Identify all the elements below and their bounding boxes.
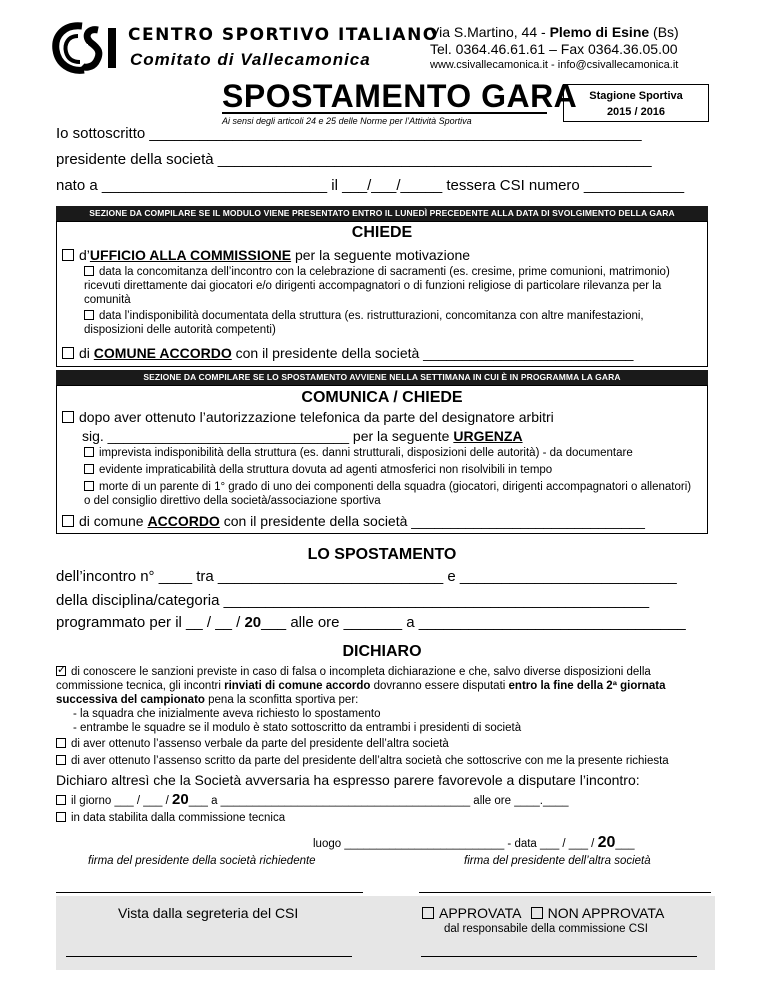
commission-signature-line[interactable]	[421, 956, 697, 957]
section2-opt-urgenza[interactable]: sig. _______________________________ per la seguente URGENZA	[82, 428, 523, 444]
dichiaro-item3[interactable]: di aver ottenuto l’assenso scritto da parte del presidente dell’altra società che sottoscrive con me la presente richiesta	[56, 754, 669, 768]
org-web: www.csivallecamonica.it - info@csivallecamonica.it	[430, 59, 679, 71]
title-underline	[222, 112, 547, 114]
office-label: Vista dalla segreteria del CSI	[118, 905, 299, 921]
field-scheduled[interactable]: programmato per il __ / __ / 20___ alle ore _______ a ________________________________	[56, 614, 686, 631]
signature-line-requesting[interactable]	[56, 892, 363, 893]
field-category[interactable]: della disciplina/categoria ___________________________________________________	[56, 592, 650, 609]
page-subtitle: Ai sensi degli articoli 24 e 25 delle Norme per l’Attività Sportiva	[222, 116, 472, 126]
section2-sub3[interactable]: morte di un parente di 1° grado di uno dei componenti della squadra (giocatori, dirigenti accompagnatori o allenatori) o del consiglio direttivo della società/associazione sportiva	[84, 481, 692, 507]
csi-logo	[52, 22, 120, 74]
checkbox[interactable]	[84, 481, 94, 491]
section2-opt-designatore[interactable]: dopo aver ottenuto l’autorizzazione telefonica da parte del designatore arbitri	[62, 409, 554, 425]
dichiaro-item1[interactable]: ✓di conoscere le sanzioni previste in caso di falsa o incompleta dichiarazione e che, salvo diverse disposizioni della commissione tecnica, gli incontri rinviati di comune accordo dovranno essere disputati entro la fine della 2ª giornata successiva del campionato pena la sconfitta sportiva per:	[56, 665, 708, 707]
field-match[interactable]: dell’incontro n° ____ tra ___________________________ e __________________________	[56, 568, 677, 585]
page-title: SPOSTAMENTO GARA	[222, 78, 578, 114]
season-value: 2015 / 2016	[606, 106, 666, 118]
section2-band: SEZIONE DA COMPILARE SE LO SPOSTAMENTO AVVIENE NELLA SETTIMANA IN CUI È IN PROGRAMMA LA GARA	[56, 370, 708, 385]
org-subname: Comitato di Vallecamonica	[130, 50, 371, 69]
section1-band: SEZIONE DA COMPILARE SE IL MODULO VIENE PRESENTATO ENTRO IL LUNEDÌ PRECEDENTE ALLA DATA DI SVOLGIMENTO DELLA GARA	[56, 206, 708, 221]
checkbox[interactable]	[84, 310, 94, 320]
checkbox[interactable]	[62, 249, 74, 261]
checked-checkbox[interactable]	[56, 666, 66, 676]
spostamento-heading: LO SPOSTAMENTO	[307, 546, 457, 563]
season-label: Stagione Sportiva	[589, 90, 683, 102]
field-undersigned[interactable]: Io sottoscritto ___________________________________________________________	[56, 125, 642, 142]
checkbox[interactable]	[84, 447, 94, 457]
org-phone: Tel. 0364.46.61.61 – Fax 0364.36.05.00	[430, 41, 678, 57]
not-approved-label: NON APPROVATA	[547, 905, 665, 921]
field-place-date[interactable]: luogo _________________________ - data ___ / ___ / 20___	[313, 834, 635, 851]
checkbox[interactable]	[62, 411, 74, 423]
org-name: CENTRO SPORTIVO ITALIANO	[128, 25, 439, 45]
checkbox[interactable]	[56, 812, 66, 822]
dichiaro-item1-l2: - entrambe le squadre se il modulo è stato sottoscritto da entrambi i presidenti di società	[73, 722, 522, 734]
section2-opt-accordo[interactable]: di comune ACCORDO con il presidente della società ______________________________	[62, 513, 645, 529]
dichiaro-opt-commission[interactable]: in data stabilita dalla commissione tecnica	[56, 811, 285, 825]
section1-sub2[interactable]: data l’indisponibilità documentata della struttura (es. ristrutturazioni, concomitanza con altre manifestazioni, disposizioni delle autorità competenti)	[84, 310, 644, 336]
checkbox[interactable]	[56, 795, 66, 805]
dichiaro-also: Dichiaro altresì che la Società avversaria ha espresso parere favorevole a disputare l’incontro:	[56, 772, 640, 788]
checkbox[interactable]	[84, 266, 94, 276]
dichiaro-heading: DICHIARO	[342, 643, 422, 660]
signature-line-other[interactable]	[419, 892, 711, 893]
checkbox[interactable]	[62, 515, 74, 527]
section1-heading: CHIEDE	[351, 224, 413, 241]
dichiaro-item2[interactable]: di aver ottenuto l’assenso verbale da parte del presidente dell’altra società	[56, 737, 449, 751]
approved-label: APPROVATA	[439, 905, 521, 921]
section2-heading: COMUNICA / CHIEDE	[301, 389, 463, 406]
section2-sub2[interactable]: evidente impraticabilità della struttura dovuta ad agenti atmosferici non risolvibili in tempo	[84, 463, 699, 477]
section2-sub1[interactable]: imprevista indisponibilità della struttura (es. danni strutturali, disposizioni delle autorità) - da documentare	[84, 446, 699, 460]
dichiaro-item1-l1: - la squadra che inizialmente aveva richiesto lo spostamento	[73, 708, 381, 720]
checkbox[interactable]	[56, 755, 66, 765]
checkbox[interactable]	[56, 738, 66, 748]
org-address: Via S.Martino, 44 - Plemo di Esine (Bs)	[430, 24, 679, 40]
checkbox[interactable]	[531, 907, 543, 919]
field-birth-card[interactable]: nato a ___________________________ il ___/___/_____ tessera CSI numero ____________	[56, 177, 685, 194]
approval-sub: dal responsabile della commissione CSI	[444, 923, 648, 935]
signature-label-other: firma del presidente dell’altra società	[464, 855, 651, 867]
checkbox[interactable]	[422, 907, 434, 919]
checkbox[interactable]	[62, 347, 74, 359]
section1-opt-accordo[interactable]: di COMUNE ACCORDO con il presidente della società ___________________________	[62, 345, 633, 361]
signature-label-requesting: firma del presidente della società richiedente	[88, 855, 316, 867]
section1-opt-ufficio[interactable]: d’UFFICIO ALLA COMMISSIONE per la seguente motivazione	[62, 247, 470, 263]
approval-options[interactable]	[422, 905, 664, 921]
field-president[interactable]: presidente della società ____________________________________________________	[56, 151, 652, 168]
office-signature-line[interactable]	[66, 956, 352, 957]
section1-sub1[interactable]: data la concomitanza dell’incontro con la celebrazione di sacramenti (es. cresime, prime comunioni, matrimonio) ricevuti direttamente dai giocatori e/o dirigenti accompagnatori o di funzioni religiose di particolare rilevanza per la comunità	[84, 266, 670, 306]
checkbox[interactable]	[84, 464, 94, 474]
season-box	[563, 84, 709, 122]
dichiaro-opt-date[interactable]: il giorno ___ / ___ / 20___ a _______________________________________ alle ore ____.____	[56, 793, 569, 808]
